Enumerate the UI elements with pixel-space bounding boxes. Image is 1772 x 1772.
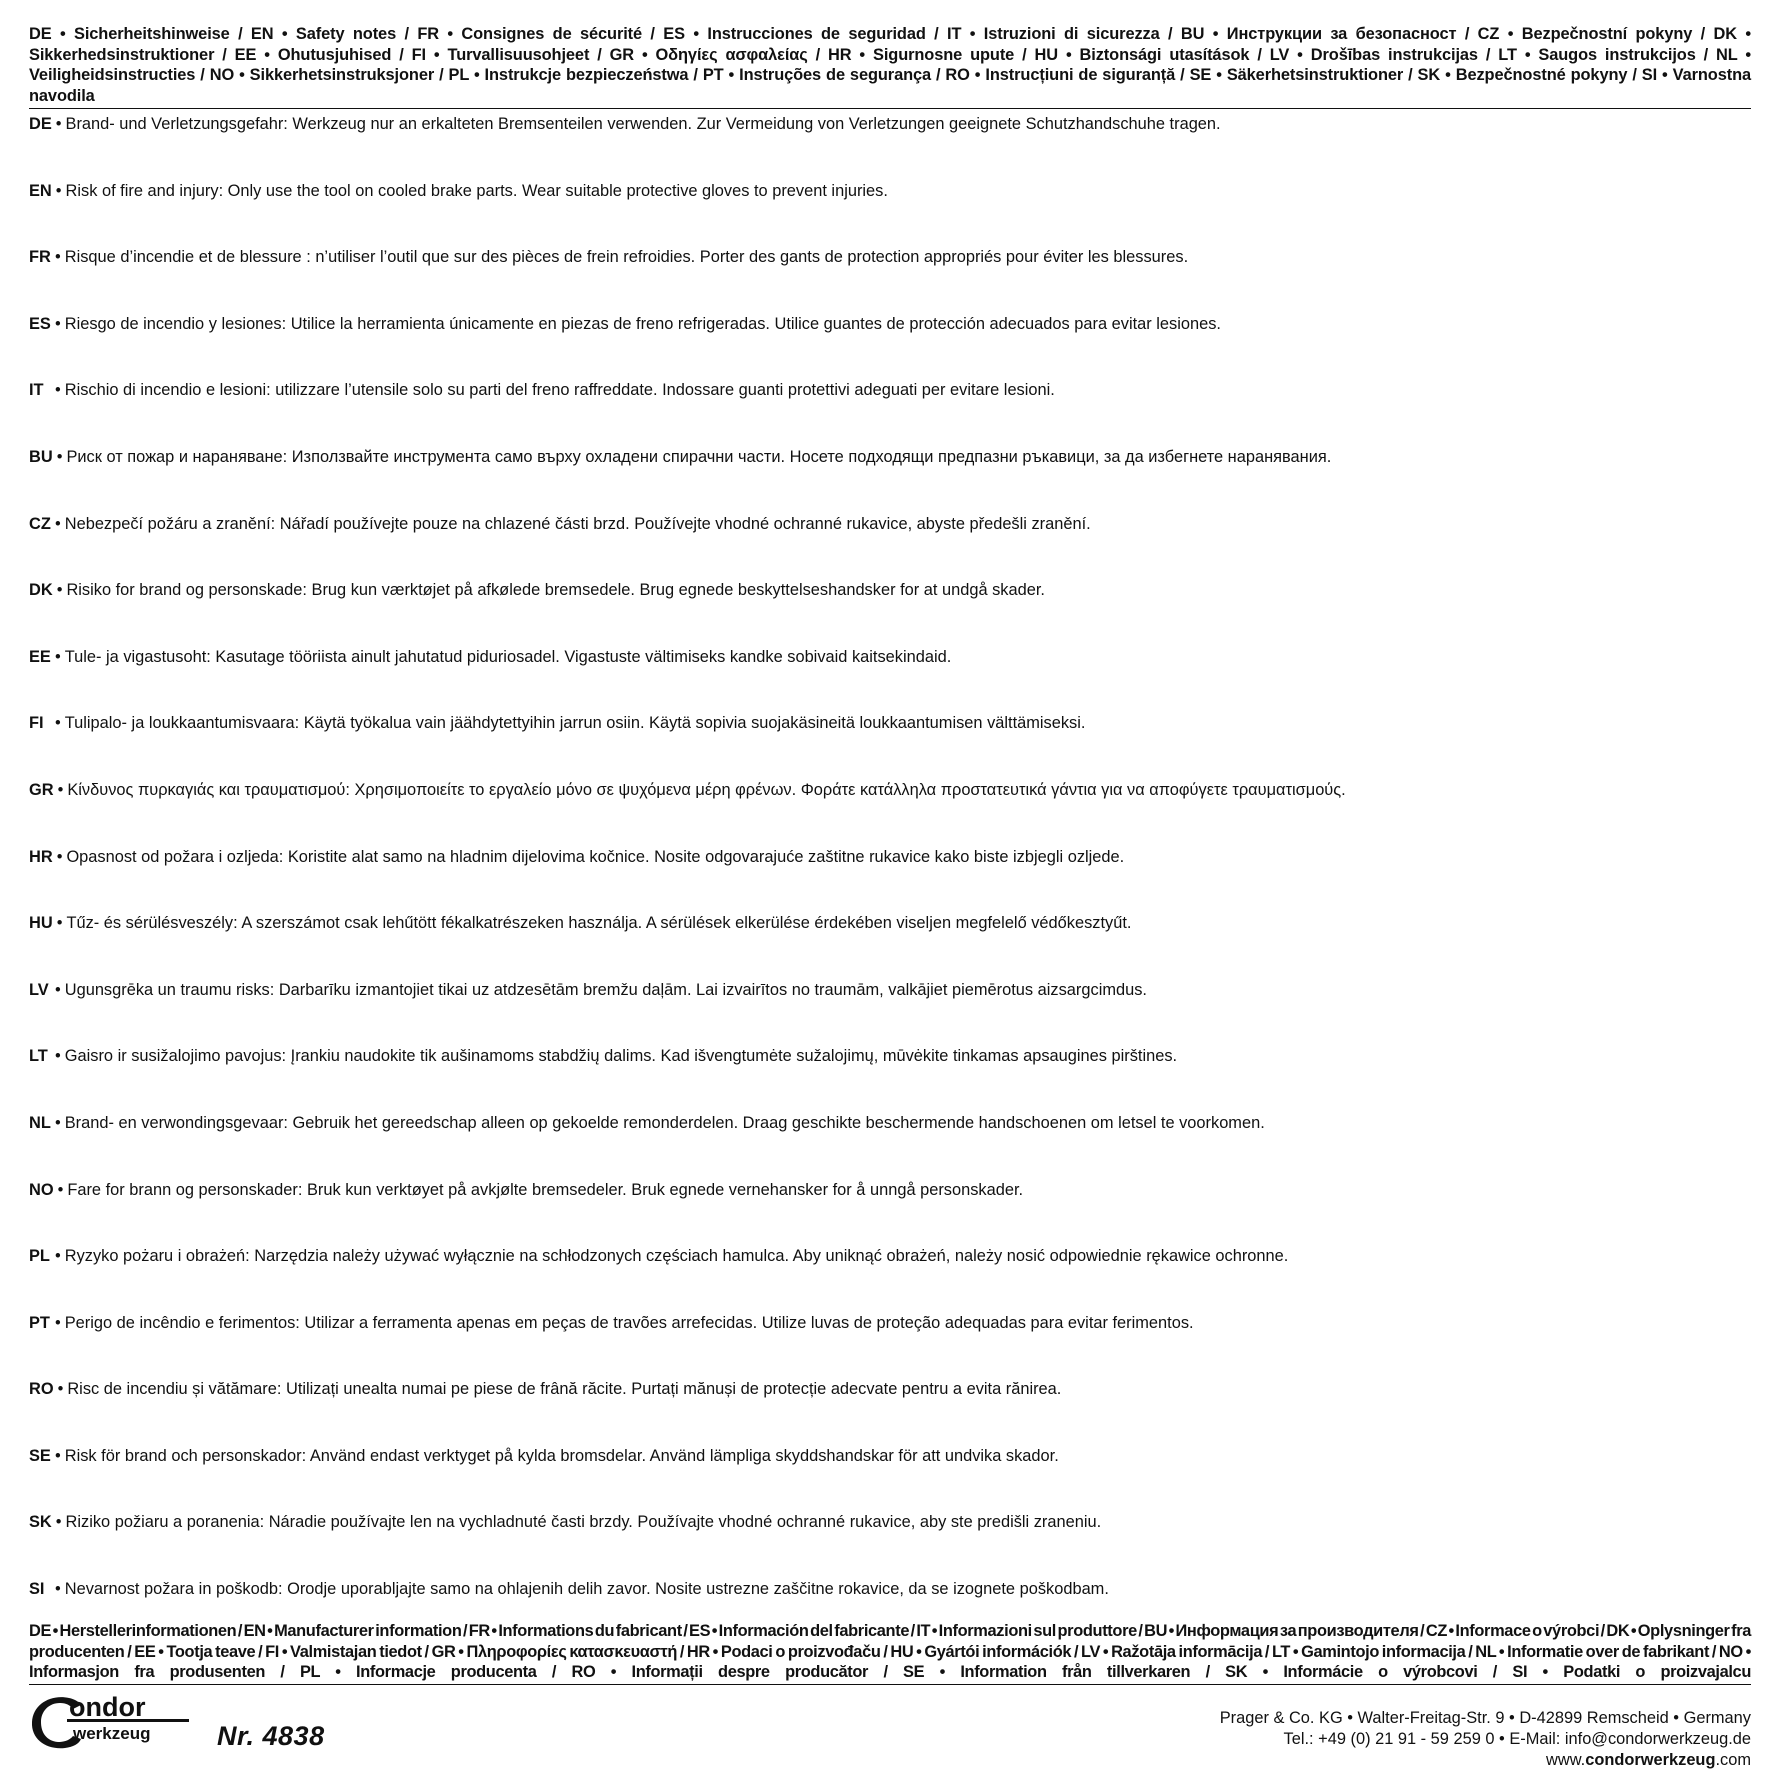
website-link[interactable]	[1220, 1750, 1751, 1771]
safety-note-pl	[29, 1246, 1751, 1313]
note-text: Perigo de incêndio e ferimentos: Utilizar a ferramenta apenas em peças de travões arrefecidas. Utilize luvas de proteção adequadas para evitar ferimentos.	[64, 1313, 1194, 1332]
safety-note-hr	[29, 847, 1751, 914]
bullet: •	[55, 1580, 61, 1599]
language-code: FR	[29, 248, 51, 267]
manufacturer-heading: DE • Herstellerinformationen / EN • Manufacturer information / FR • Informations du fabricant / ES • Información del fabricante / IT • Informazioni sul produttore / BU • Информация за производителя / CZ • Informace o výrobci / DK • Oplysninger fra producenten / EE • Tootja teave / FI • Valmistajan tiedot / GR • Πληροφορίες κατασκευαστή / HR • Podaci o proizvođaču / HU • Gyártói információk / LV • Ražotāja informācija / LT • Gamintojo informacija / NL • Informatie over de fabrikant / NO • Informasjon fra produsenten / PL • Informacje producenta / RO • Informații despre producător / SE • Information från tillverkaren / SK • Informácie o výrobcovi / SI • Podatki o proizvajalcu	[29, 1622, 1751, 1681]
safety-heading: DE • Sicherheitshinweise / EN • Safety notes / FR • Consignes de sécurité / ES • Instrucciones de seguridad / IT • Istruzioni di sicurezza / BU • Инструкции за безопасност / CZ • Bezpečnostní pokyny / DK • Sikkerhedsinstruktioner / EE • Ohutusjuhised / FI • Turvallisuusohjeet / GR • Οδηγίες ασφαλείας / HR • Sigurnosne upute / HU • Biztonsági utasítások / LV • Drošības instrukcijas / LT • Saugos instrukcijos / NL • Veiligheidsinstructies / NO • Sikkerhetsinstruksjoner / PL • Instrukcje bezpieczeństwa / PT • Instruções de segurança / RO • Instrucțiuni de siguranță / SE • Säkerhetsinstruktioner / SK • Bezpečnostné pokyny / SI • Varnostna navodila	[29, 25, 1751, 105]
product-number: Nr. 4838	[217, 1721, 325, 1751]
contact-line: Tel.: +49 (0) 21 91 - 59 259 0 • E-Mail: info@condorwerkzeug.de	[1283, 1730, 1751, 1748]
bullet: •	[55, 514, 61, 533]
safety-note-se	[29, 1446, 1751, 1513]
language-code: PL	[29, 1247, 50, 1266]
bullet: •	[55, 381, 61, 400]
language-code: LV	[29, 980, 49, 999]
bullet: •	[55, 314, 61, 333]
language-code: PT	[29, 1313, 50, 1332]
language-code: ES	[29, 314, 51, 333]
language-code: DE	[29, 115, 52, 133]
safety-notes-list	[29, 109, 1751, 1646]
logo-wordmark: ondor	[69, 1692, 146, 1722]
note-text: Tűz- és sérülésveszély: A szerszámot csak lehűtött fékalkatrészeken használja. A sérülések elkerülése érdekében viseljen megfelelő védőkesztyűt.	[66, 914, 1132, 933]
note-text: Nevarnost požara in poškodb: Orodje uporabljajte samo na ohlajenih delih zavor. Nosite ustrezne zaščitne rokavice, da se izognete poškodbam.	[64, 1580, 1109, 1599]
manufacturer-contact	[1220, 1708, 1751, 1771]
note-text: Fare for brann og personskader: Bruk kun verktøyet på avkjølte bremsedeler. Bruk egnede vernehansker for å unngå personskader.	[67, 1180, 1024, 1199]
condor-werkzeug-logo	[29, 1692, 199, 1752]
language-code: EN	[29, 181, 52, 200]
bullet: •	[56, 581, 63, 600]
language-code: SI	[29, 1580, 45, 1599]
safety-note-lt	[29, 1046, 1751, 1113]
manufacturer-divider	[29, 1684, 1751, 1685]
language-code: LT	[29, 1047, 48, 1066]
safety-note-gr	[29, 780, 1751, 847]
bullet: •	[55, 181, 62, 200]
language-code: NL	[29, 1113, 51, 1132]
safety-note-no	[29, 1180, 1751, 1247]
safety-note-bu	[29, 447, 1751, 514]
website-domain: condorwerkzeug	[1585, 1751, 1716, 1769]
note-text: Risque d’incendie et de blessure : n’utiliser l’outil que sur des pièces de frein refroidies. Porter des gants de protection appropriés pour éviter les blessures.	[64, 248, 1189, 267]
note-text: Brand- und Verletzungsgefahr: Werkzeug nur an erkalteten Bremsenteilen verwenden. Zur Vermeidung von Verletzungen geeignete Schutzhandschuhe tragen.	[65, 115, 1221, 133]
safety-note-de	[29, 109, 1751, 181]
note-text: Brand- en verwondingsgevaar: Gebruik het gereedschap alleen op gekoelde remonderdelen. Draag geschikte beschermende handschoenen om letsel te voorkomen.	[64, 1113, 1265, 1132]
bullet: •	[57, 1180, 64, 1199]
language-code: HR	[29, 847, 53, 866]
safety-note-pt	[29, 1313, 1751, 1380]
bullet: •	[55, 714, 61, 733]
note-text: Risc de incendiu și vătămare: Utilizați unealta numai pe piese de frână răcite. Purtați mănuși de protecție adecvate pentru a evita rănirea.	[67, 1380, 1062, 1399]
note-text: Gaisro ir susižalojimo pavojus: Įrankiu naudokite tik aušinamoms stabdžių dalims. Kad išvengtumėte sužalojimų, mūvėkite tinkamas apsaugines pirštines.	[64, 1047, 1178, 1066]
bullet: •	[57, 780, 64, 799]
safety-note-it	[29, 380, 1751, 447]
note-text: Risk för brand och personskador: Använd endast verktyget på kylda bromsdelar. Använd lämpliga skyddshandskar för att undvika skador.	[64, 1446, 1059, 1465]
language-code: RO	[29, 1380, 54, 1399]
note-text: Rischio di incendio e lesioni: utilizzare l’utensile solo su parti del freno raffreddate. Indossare guanti protettivi adeguati per evitare lesioni.	[64, 381, 1055, 400]
logo-subtitle: werkzeug	[73, 1724, 151, 1743]
note-text: Tulipalo- ja loukkaantumisvaara: Käytä työkalua vain jäähdytettyihin jarrun osiin. Käytä sopivia suojakäsineitä loukkaantumisen välttämiseksi.	[64, 714, 1086, 733]
bullet: •	[55, 647, 61, 666]
language-code: SE	[29, 1446, 51, 1465]
safety-note-es	[29, 314, 1751, 381]
bullet: •	[55, 1247, 61, 1266]
safety-note-ee	[29, 647, 1751, 714]
bullet: •	[56, 447, 63, 466]
note-text: Opasnost od požara i ozljeda: Koristite alat samo na hladnim dijelovima kočnice. Nosite odgovarajuće zaštitne rukavice kako biste izbjegli ozljede.	[66, 847, 1125, 866]
language-code: FI	[29, 714, 44, 733]
language-code: DK	[29, 581, 53, 600]
language-code: GR	[29, 780, 54, 799]
bullet: •	[56, 914, 63, 933]
bullet: •	[55, 980, 61, 999]
bullet: •	[55, 1113, 61, 1132]
note-text: Riziko požiaru a poranenia: Náradie používajte len na vychladnuté časti brzdy. Používajte vhodné ochranné rukavice, aby ste predišli zraneniu.	[65, 1513, 1102, 1532]
safety-note-nl	[29, 1113, 1751, 1180]
bullet: •	[55, 248, 61, 267]
bullet: •	[55, 1513, 62, 1532]
note-text: Risiko for brand og personskade: Brug kun værktøjet på afkølede bremsedele. Brug egnede beskyttelseshandsker for at undgå skader.	[66, 581, 1045, 600]
website-prefix: www.	[1546, 1751, 1586, 1769]
safety-note-fi	[29, 713, 1751, 780]
safety-note-sk	[29, 1512, 1751, 1579]
language-code: HU	[29, 914, 53, 933]
note-text: Риск от пожар и нараняване: Използвайте инструмента само върху охладени спирачни части. Носете подходящи предпазни ръкавици, за да избегнете наранявания.	[66, 447, 1332, 466]
bullet: •	[55, 1313, 61, 1332]
note-text: Κίνδυνος πυρκαγιάς και τραυματισμού: Χρησιμοποιείτε το εργαλείο μόνο σε ψυχόμενα μέρη φρένων. Φοράτε κατάλληλα προστατευτικά γάντια για να αποφύγετε τραυματισμούς.	[67, 780, 1346, 799]
safety-note-en	[29, 181, 1751, 248]
note-text: Tule- ja vigastusoht: Kasutage tööriista ainult jahutatud piduriosadel. Vigastuste vältimiseks kandke sobivaid kaitsekindaid.	[64, 647, 952, 666]
note-text: Ryzyko pożaru i obrażeń: Narzędzia należy używać wyłącznie na schłodzonych częściach hamulca. Aby uniknąć obrażeń, należy nosić odpowiednie rękawice ochronne.	[64, 1247, 1289, 1266]
note-text: Riesgo de incendio y lesiones: Utilice la herramienta únicamente en piezas de freno refrigeradas. Utilice guantes de protección adecuados para evitar lesiones.	[64, 314, 1221, 333]
language-code: IT	[29, 381, 44, 400]
language-code: CZ	[29, 514, 51, 533]
bullet: •	[57, 1380, 64, 1399]
bullet: •	[55, 115, 62, 133]
safety-sheet	[29, 24, 1751, 1769]
note-text: Ugunsgrēka un traumu risks: Darbarīku izmantojiet tikai uz atdzesētām bremžu daļām. Lai izvairītos no traumām, valkājiet piemērotus aizsargcimdus.	[64, 980, 1147, 999]
note-text: Nebezpečí požáru a zranění: Nářadí používejte pouze na chlazené části brzd. Používejte vhodné ochranné rukavice, abyste předešli zranění.	[64, 514, 1091, 533]
language-code: BU	[29, 447, 53, 466]
safety-note-hu	[29, 913, 1751, 980]
language-code: SK	[29, 1513, 52, 1532]
safety-note-cz	[29, 514, 1751, 581]
address-line: Prager & Co. KG • Walter-Freitag-Str. 9 • D-42899 Remscheid • Germany	[1219, 1709, 1751, 1727]
language-code: NO	[29, 1180, 54, 1199]
safety-note-lv	[29, 980, 1751, 1047]
website-suffix: .com	[1715, 1751, 1751, 1769]
bullet: •	[55, 1047, 61, 1066]
safety-note-fr	[29, 247, 1751, 314]
language-code: EE	[29, 647, 51, 666]
bullet: •	[55, 1446, 61, 1465]
bullet: •	[56, 847, 63, 866]
safety-note-ro	[29, 1379, 1751, 1446]
note-text: Risk of fire and injury: Only use the tool on cooled brake parts. Wear suitable protective gloves to prevent injuries.	[65, 181, 888, 200]
safety-note-dk	[29, 580, 1751, 647]
